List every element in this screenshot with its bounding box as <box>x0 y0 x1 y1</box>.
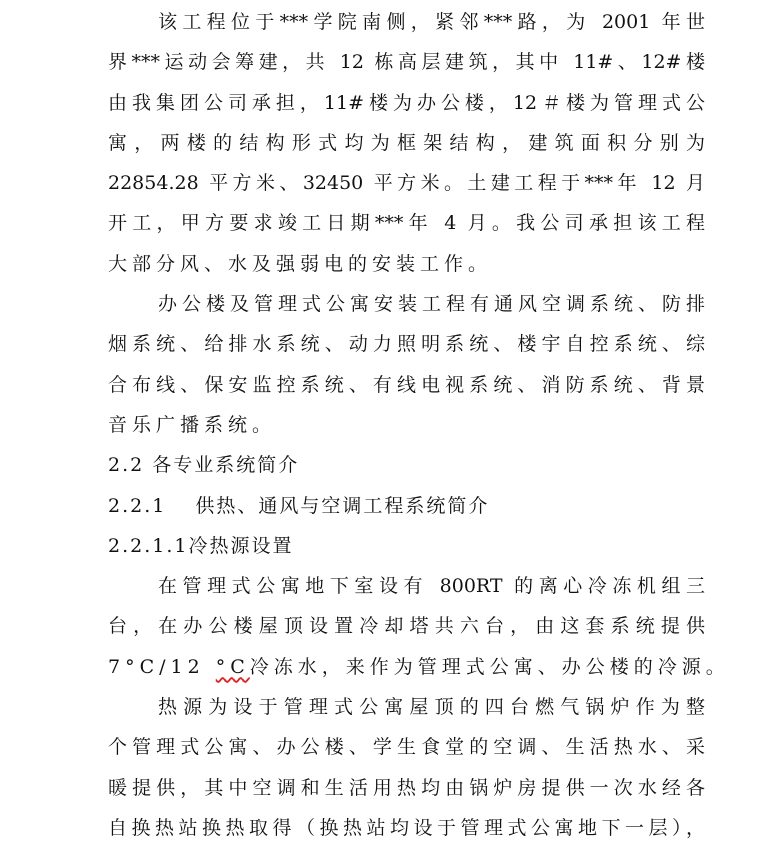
document-page <box>108 2 730 848</box>
text-line: 由我集团公司承担，11#楼为办公楼，12＃楼为管理式公 <box>108 91 705 114</box>
text-line: 音乐广播系统。 <box>108 413 277 436</box>
text-line: 热源为设于管理式公寓屋顶的四台燃气锅炉作为整 <box>158 696 705 719</box>
text-line <box>108 647 730 687</box>
text-line: 该工程位于***学院南侧，紧邻***路，为 2001 年世 <box>158 11 705 33</box>
text-line: 开工，甲方要求竣工日期***年 4 月。我公司承担该工程 <box>108 212 705 235</box>
paragraph-systems <box>108 284 705 445</box>
text-line: 22854.28 平方米、32450 平方米。土建工程于***年 12 月 <box>108 172 705 195</box>
text-line: 寓，两楼的结构形式均为框架结构，建筑面积分别为 <box>108 131 705 154</box>
text-line: 大部分风、水及强弱电的安装工作。 <box>108 252 493 275</box>
text-segment: 冷冻水，来作为管理式公寓、办公楼的冷源。 <box>249 655 730 678</box>
text-line: 办公楼及管理式公寓安装工程有通风空调系统、防排 <box>158 293 705 316</box>
text-line: 个管理式公寓、办公楼、学生食堂的空调、生活热水、采 <box>108 736 705 759</box>
text-line: 自换热站换热取得（换热站均设于管理式公寓地下一层）， <box>108 816 705 839</box>
paragraph-project-overview <box>108 2 705 284</box>
text-line: 烟系统、给排水系统、动力照明系统、楼宇自控系统、综 <box>108 333 705 356</box>
spellcheck-flagged-text[interactable]: °C <box>215 655 250 678</box>
text-line: 合布线、保安监控系统、有线电视系统、消防系统、背景 <box>108 373 705 396</box>
paragraph-heat-source <box>108 687 705 848</box>
text-line: 在管理式公寓地下室设有 800RT 的离心冷冻机组三 <box>158 575 705 598</box>
text-line: 界***运动会筹建，共 12 栋高层建筑，其中 11#、12#楼 <box>108 51 705 74</box>
section-heading: 2.2 各专业系统简介 <box>108 454 300 477</box>
text-line: 暖提供，其中空调和生活用热均由锅炉房提供一次水经各 <box>108 776 705 799</box>
paragraph-cold-source <box>108 566 730 687</box>
subsubsection-heading: 2.2.1.1冷热源设置 <box>108 534 294 557</box>
text-segment: 7°C/12 <box>108 655 216 678</box>
subsection-heading: 2.2.1 供热、通风与空调工程系统简介 <box>108 494 490 517</box>
text-line: 台，在办公楼屋顶设置冷却塔共六台，由这套系统提供 <box>108 615 705 638</box>
